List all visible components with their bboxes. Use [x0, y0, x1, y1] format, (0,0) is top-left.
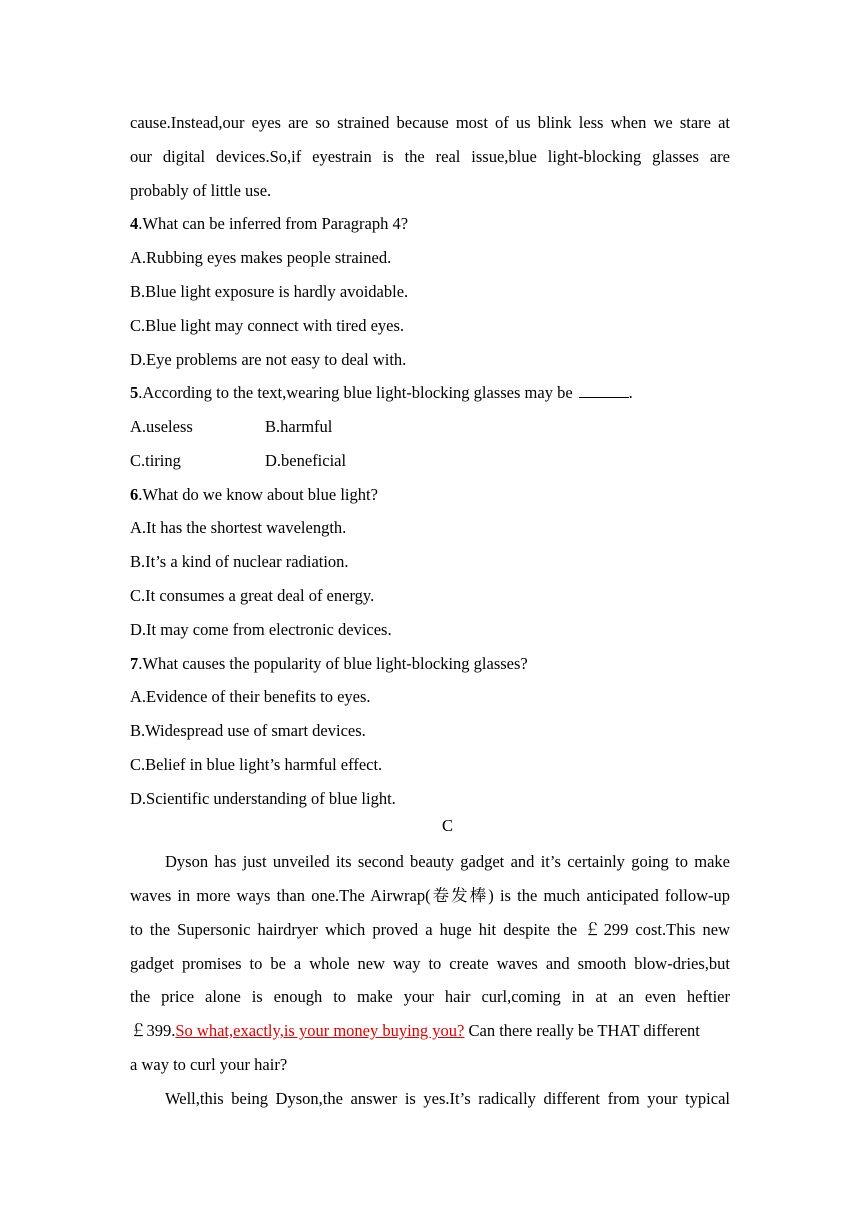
passage-line: Well,this being Dyson,the answer is yes.It’s radically different from your typical — [165, 1089, 730, 1108]
option-b: B.harmful — [265, 417, 333, 436]
question-text: .What causes the popularity of blue light-blocking glasses? — [138, 654, 528, 673]
answer-blank — [579, 383, 629, 398]
option-a: A.Rubbing eyes makes people strained. — [130, 248, 392, 267]
price-text: ￡399. — [130, 1021, 176, 1040]
question-7-stem — [130, 654, 730, 674]
passage-line: probably of little use. — [130, 181, 272, 200]
question-text-end: . — [628, 383, 633, 402]
option-a: A.Evidence of their benefits to eyes. — [130, 687, 371, 706]
option-row — [130, 451, 730, 471]
option-b: B.Widespread use of smart devices. — [130, 721, 366, 740]
section-heading: C — [441, 816, 453, 835]
question-number: 5 — [130, 383, 139, 402]
question-text: .What do we know about blue light? — [138, 485, 378, 504]
passage-line: to the Supersonic hairdryer which proved a huge hit despite the ￡299 cost.This new — [130, 920, 730, 939]
option-d: D.Scientific understanding of blue light. — [130, 789, 396, 808]
option-b: B.Blue light exposure is hardly avoidable. — [130, 282, 409, 301]
question-number: 6 — [130, 485, 139, 504]
option-c: C.It consumes a great deal of energy. — [130, 586, 375, 605]
question-6-stem — [130, 485, 730, 505]
passage-line: our digital devices.So,if eyestrain is the real issue,blue light-blocking glasses are — [130, 147, 730, 166]
question-text: .What can be inferred from Paragraph 4? — [138, 214, 409, 233]
passage-line: cause.Instead,our eyes are so strained because most of us blink less when we stare at — [130, 113, 730, 132]
option-a: A.useless — [130, 417, 193, 436]
passage-line: gadget promises to be a whole new way to create waves and smooth blow-dries,but — [130, 954, 730, 973]
option-b: B.It’s a kind of nuclear radiation. — [130, 552, 349, 571]
question-5-stem — [130, 383, 730, 403]
passage-line: the price alone is enough to make your hair curl,coming in at an even heftier — [130, 987, 730, 1006]
option-row — [130, 417, 730, 437]
option-c: C.Belief in blue light’s harmful effect. — [130, 755, 383, 774]
option-c: C.tiring — [130, 451, 181, 470]
option-d: D.beneficial — [265, 451, 347, 470]
option-c: C.Blue light may connect with tired eyes. — [130, 316, 405, 335]
highlighted-question: So what,exactly,is your money buying you? — [175, 1021, 465, 1040]
passage-line: a way to curl your hair? — [130, 1055, 288, 1074]
passage-line — [130, 1021, 730, 1041]
question-text: .According to the text,wearing blue light-blocking glasses may be — [138, 383, 573, 402]
question-4-stem — [130, 214, 730, 234]
passage-text: Can there really be THAT different — [464, 1021, 700, 1040]
option-d: D.Eye problems are not easy to deal with. — [130, 350, 407, 369]
option-d: D.It may come from electronic devices. — [130, 620, 392, 639]
passage-line: waves in more ways than one.The Airwrap(卷发棒) is the much anticipated follow-up — [130, 886, 730, 905]
option-a: A.It has the shortest wavelength. — [130, 518, 347, 537]
question-number: 4 — [130, 214, 139, 233]
passage-line: Dyson has just unveiled its second beauty gadget and it’s certainly going to make — [165, 852, 730, 871]
question-number: 7 — [130, 654, 139, 673]
